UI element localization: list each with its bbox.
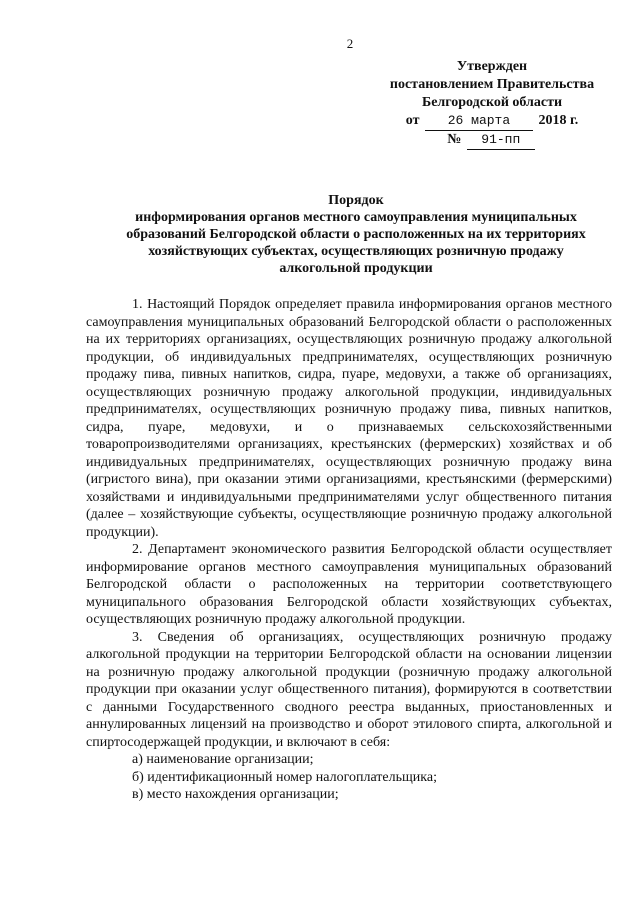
list-item-b: б) идентификационный номер налогоплательщика; xyxy=(132,769,437,785)
approval-number-handwritten: 91-пп xyxy=(467,131,535,150)
approval-line-resolution: постановлением Правительства xyxy=(389,77,595,92)
document-body xyxy=(86,296,612,804)
paragraph-2: 2. Департамент экономического развития Белгородской области осуществляет информирование органов местного самоуправления муниципальных образований Белгородской области о расположенных на территории соответствующего муниципального образования Белгородской области хозяйствующих субъектах, осуществляющих розничную продажу алкогольной продукции. xyxy=(86,542,612,627)
approval-date-suffix: 2018 г. xyxy=(538,113,579,128)
title-line-2: информирования органов местного самоуправления муниципальных xyxy=(135,210,577,225)
approval-date-prefix: от xyxy=(405,113,420,128)
approval-line-region: Белгородской области xyxy=(421,95,563,110)
list-item-c: в) место нахождения организации; xyxy=(132,787,339,802)
approval-line-approved: Утвержден xyxy=(456,59,528,74)
page-number: 2 xyxy=(346,36,354,51)
paragraph-1: 1. Настоящий Порядок определяет правила информирования органов местного самоуправления муниципальных образований Белгородской области о расположенных на их территориях организациях, осуществляющих розничную продажу алкогольной продукции, об индивидуальных предпринимателях, осуществляющих розничную продажу пива, пивных напитков, сидра, пуаре, медовухи, а также об организациях, осуществляющих розничную продажу алкогольной продукции, индивидуальных предпринимателях, осуществляющих розничную продажу пива, пивных напитков, сидра, пуаре, медовухи, и о признаваемых сельскохозяйственными товаропроизводителями организациях, крестьянских (фермерских) хозяйствах и об индивидуальных предпринимателях, осуществляющих розничную продажу вина (игристого вина), при оказании этими организациями, крестьянскими (фермерскими) хозяйствами и индивидуальными предпринимателями услуг общественного питания (далее – хозяйствующие субъекты, осуществляющие розничную продажу алкогольной продукции). xyxy=(86,297,612,540)
title-line-3: образований Белгородской области о расположенных на их территориях xyxy=(126,227,586,242)
list-item-a: а) наименование организации; xyxy=(132,752,314,767)
approval-number-line xyxy=(372,131,612,150)
title-line-4: хозяйствующих субъектах, осуществляющих розничную продажу xyxy=(148,244,564,259)
approval-date-line xyxy=(372,112,612,131)
document-title xyxy=(86,192,626,277)
approval-number-prefix: № xyxy=(447,132,462,147)
title-line-5: алкогольной продукции xyxy=(279,261,433,276)
approval-block xyxy=(372,58,612,150)
title-line-1: Порядок xyxy=(328,193,384,208)
paragraph-3: 3. Сведения об организациях, осуществляющих розничную продажу алкогольной продукции на территории Белгородской области на основании лицензии на розничную продажу алкогольной продукции (розничную продажу алкогольной продукции при оказании услуг общественного питания), формируются в соответствии с данными Государственного сводного реестра выданных, приостановленных и аннулированных лицензий на производство и оборот этилового спирта, алкогольной и спиртосодержащей продукции, и включают в себя: xyxy=(86,629,612,750)
approval-date-handwritten: 26 марта xyxy=(425,112,533,131)
